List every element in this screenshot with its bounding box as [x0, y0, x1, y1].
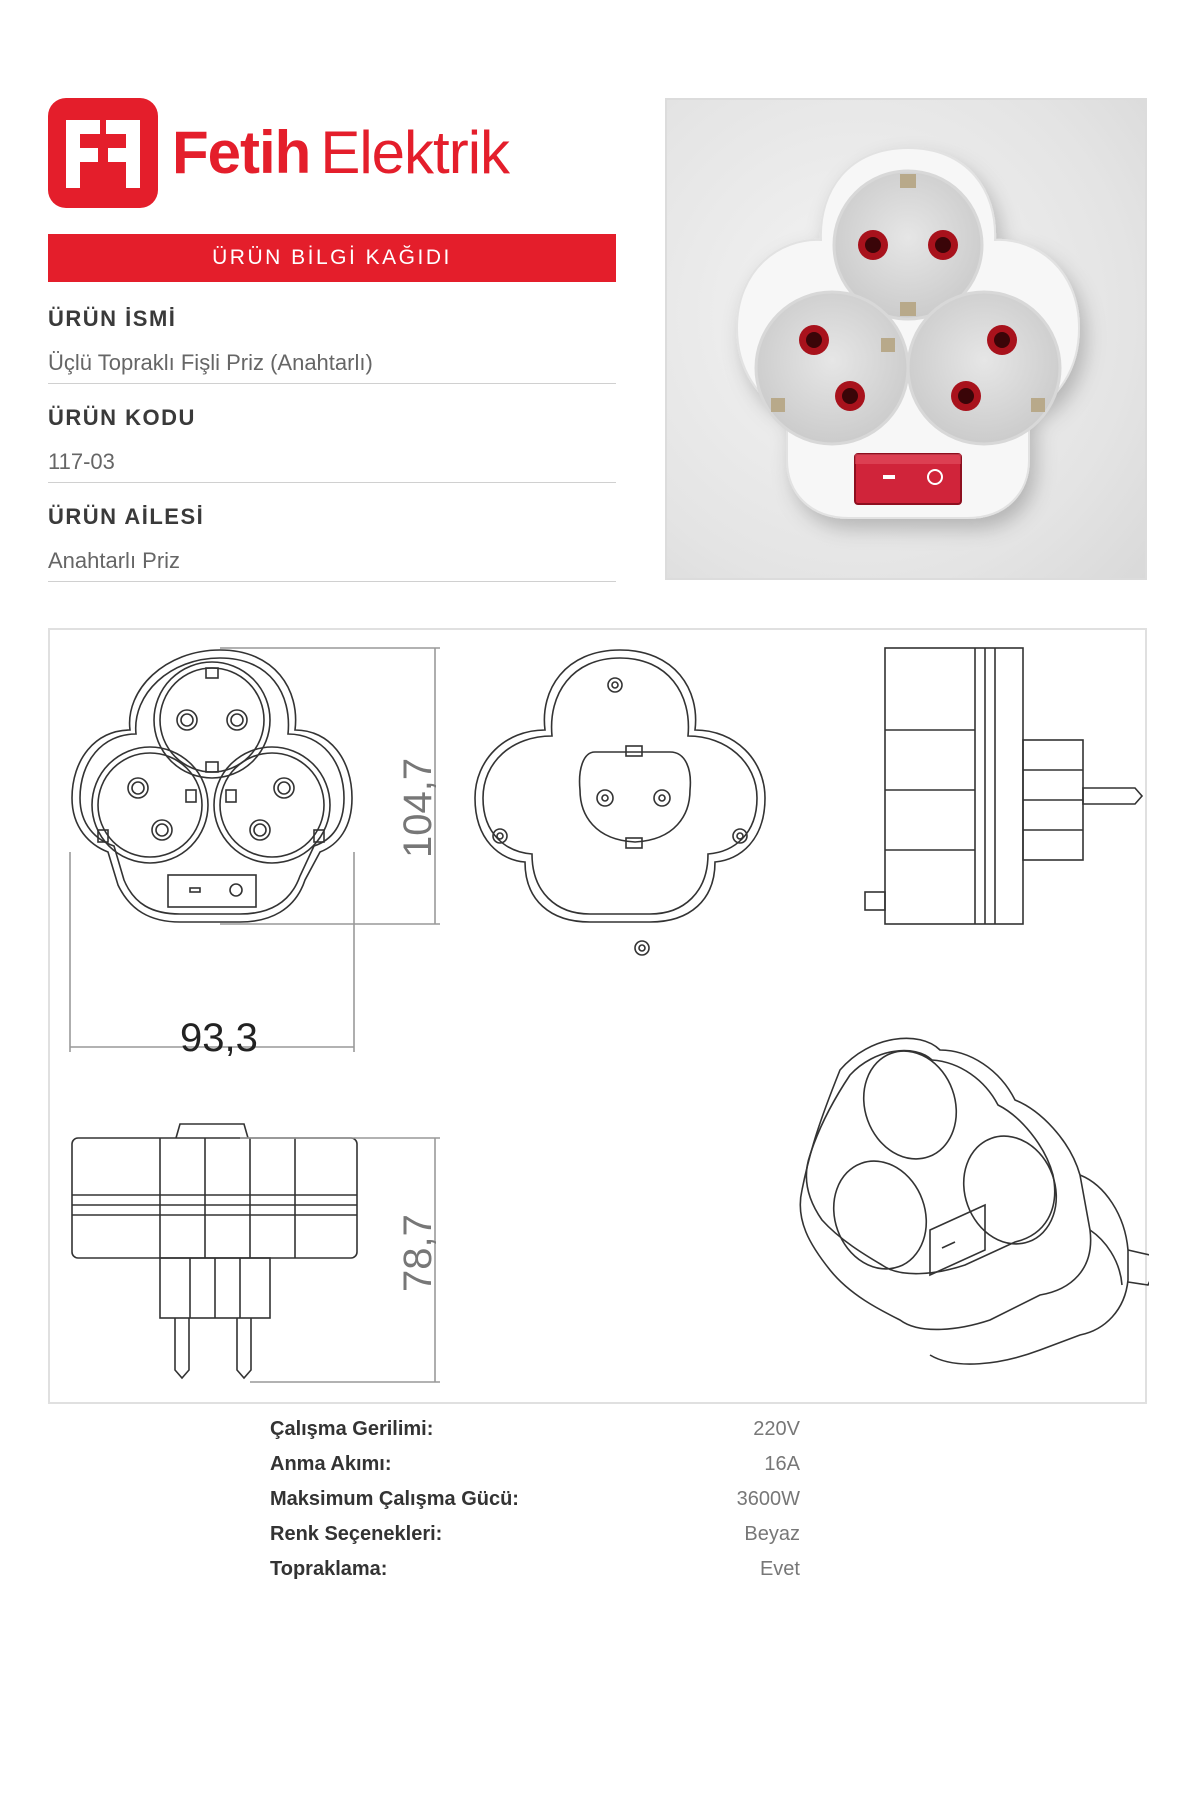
spec-row [270, 1418, 800, 1453]
field-product-family [48, 504, 616, 582]
field-value: Üçlü Topraklı Fişli Priz (Anahtarlı) [48, 350, 373, 375]
field-value: 117-03 [48, 449, 115, 474]
spec-label: Topraklama: [270, 1558, 388, 1580]
spec-table [270, 1418, 800, 1593]
dimension-width: 93,3 [180, 1016, 258, 1060]
dimension-depth: 78,7 [396, 1214, 440, 1292]
field-product-name [48, 306, 616, 384]
triple-socket-product-photo-icon [667, 100, 1147, 580]
spec-value: Evet [759, 1558, 800, 1580]
brand-name-regular: Elektrik [320, 119, 510, 186]
spec-label: Maksimum Çalışma Gücü: [270, 1488, 519, 1510]
spec-value: Beyaz [744, 1523, 800, 1545]
spec-row [270, 1558, 800, 1593]
brand-logo [48, 98, 548, 210]
spec-value: 3600W [736, 1488, 800, 1510]
brand-name-bold: Fetih [172, 119, 311, 186]
spec-label: Renk Seçenekleri: [270, 1523, 443, 1545]
technical-drawing [48, 628, 1147, 1404]
back-view [475, 650, 765, 955]
spec-row [270, 1523, 800, 1558]
field-value: Anahtarlı Priz [48, 548, 181, 573]
spec-value: 220V [753, 1418, 800, 1440]
field-label: ÜRÜN İSMİ [48, 306, 177, 331]
spec-row [270, 1488, 800, 1523]
side-view [865, 648, 1142, 924]
front-view [70, 648, 440, 1052]
spec-label: Çalışma Gerilimi: [270, 1418, 434, 1440]
spec-value: 16A [764, 1453, 800, 1475]
bottom-view [72, 1124, 440, 1382]
field-product-code [48, 405, 616, 483]
dimension-height: 104,7 [396, 757, 440, 858]
isometric-view [800, 1038, 1149, 1364]
fetih-logo-icon [48, 98, 158, 208]
field-label: ÜRÜN AİLESİ [48, 504, 205, 529]
brand-name [172, 118, 509, 188]
spec-row [270, 1453, 800, 1488]
spec-label: Anma Akımı: [270, 1453, 392, 1475]
field-label: ÜRÜN KODU [48, 405, 196, 430]
product-photo [665, 98, 1147, 580]
info-sheet-banner: ÜRÜN BİLGİ KAĞIDI [48, 234, 616, 282]
